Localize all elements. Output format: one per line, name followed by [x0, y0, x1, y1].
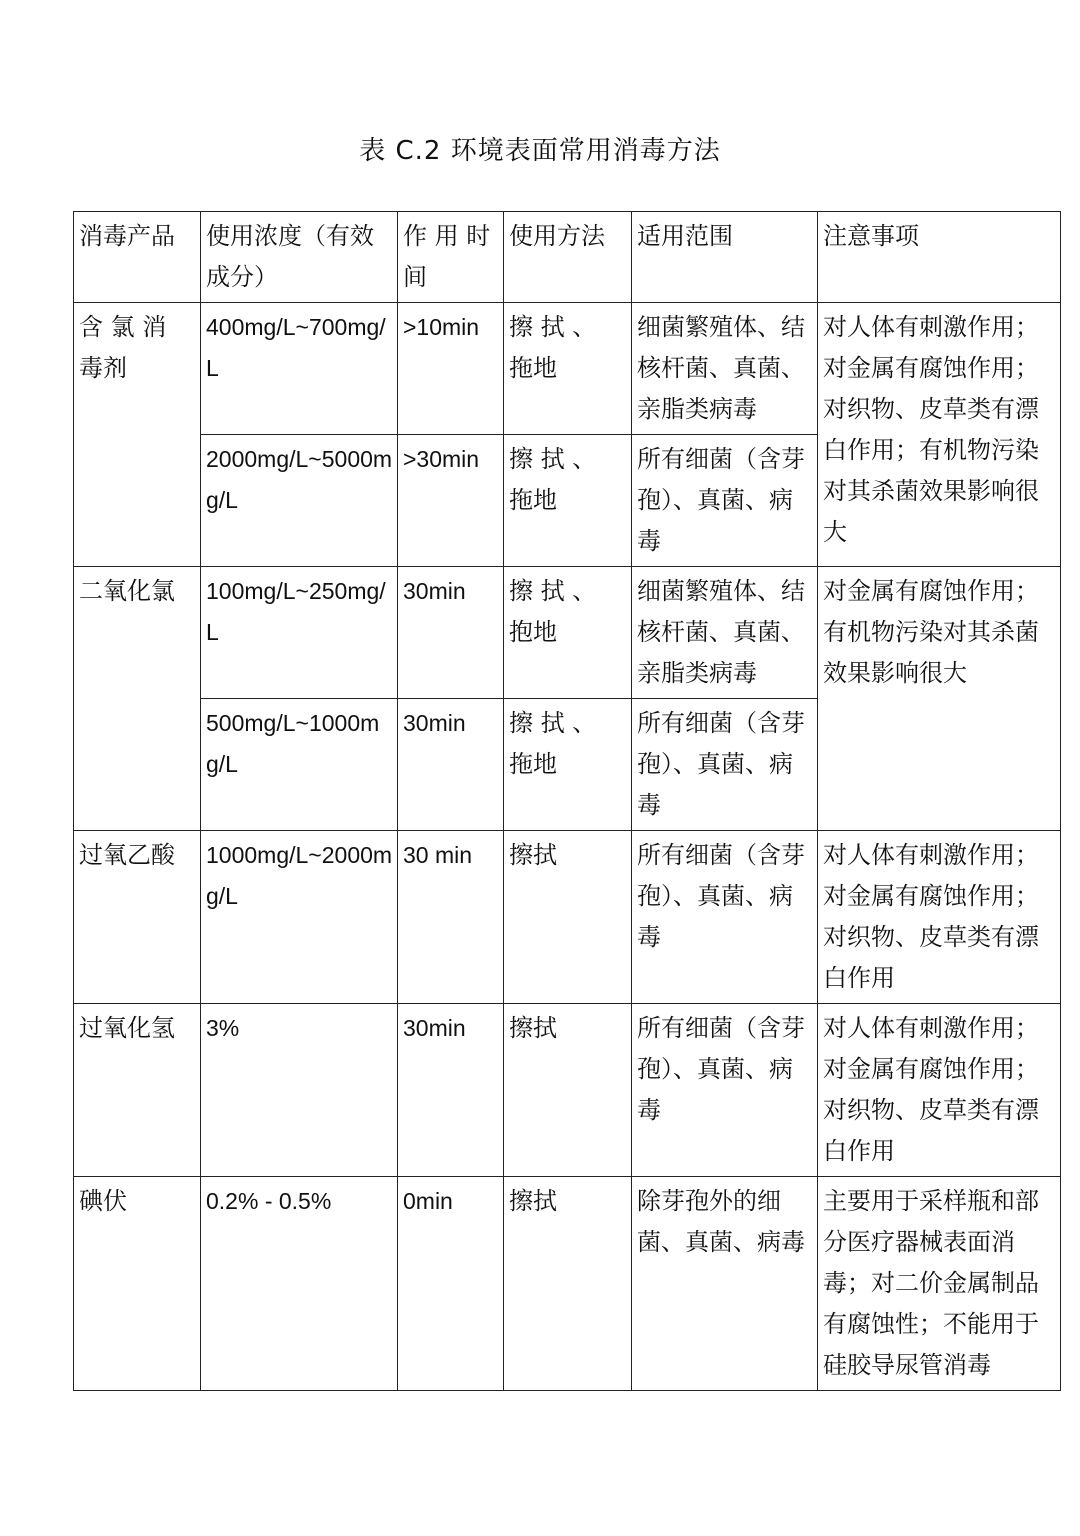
disinfection-methods-table — [73, 211, 1061, 1391]
page-title: 表 C.2 环境表面常用消毒方法 — [359, 136, 721, 166]
cell-concentration: 500mg/L~1000mg/L — [201, 699, 398, 831]
cell-product: 含 氯 消 毒剂 — [74, 303, 201, 567]
header-product: 消毒产品 — [74, 212, 201, 303]
cell-duration: >10min — [398, 303, 504, 435]
header-method: 使用方法 — [504, 212, 632, 303]
header-duration: 作 用 时 间 — [398, 212, 504, 303]
cell-duration: 30min — [398, 567, 504, 699]
cell-scope: 除芽孢外的细菌、真菌、病毒 — [632, 1177, 818, 1391]
cell-product: 过氧化氢 — [74, 1004, 201, 1177]
cell-method: 擦 拭 、 抱地 — [504, 567, 632, 699]
cell-concentration: 2000mg/L~5000mg/L — [201, 435, 398, 567]
cell-scope: 所有细菌（含芽孢）、真菌、病毒 — [632, 1004, 818, 1177]
cell-duration: 0min — [398, 1177, 504, 1391]
table-row — [74, 567, 1061, 699]
cell-scope: 细菌繁殖体、结核杆菌、真菌、亲脂类病毒 — [632, 567, 818, 699]
cell-product: 碘伏 — [74, 1177, 201, 1391]
cell-method: 擦 拭 、 拖地 — [504, 699, 632, 831]
cell-method: 擦拭 — [504, 1177, 632, 1391]
header-scope: 适用范围 — [632, 212, 818, 303]
cell-scope: 所有细菌（含芽孢）、真菌、病毒 — [632, 699, 818, 831]
cell-method: 擦 拭 、 拖地 — [504, 435, 632, 567]
cell-scope: 所有细菌（含芽孢）、真菌、病毒 — [632, 435, 818, 567]
cell-notes: 对人体有刺激作用；对金属有腐蚀作用；对织物、皮草类有漂白作用 — [818, 831, 1061, 1004]
cell-concentration: 0.2% - 0.5% — [201, 1177, 398, 1391]
cell-method: 擦拭 — [504, 831, 632, 1004]
cell-method: 擦 拭 、 拖地 — [504, 303, 632, 435]
cell-product: 过氧乙酸 — [74, 831, 201, 1004]
header-notes: 注意事项 — [818, 212, 1061, 303]
cell-method: 擦拭 — [504, 1004, 632, 1177]
cell-notes: 主要用于采样瓶和部分医疗器械表面消毒；对二价金属制品有腐蚀性；不能用于硅胶导尿管消毒 — [818, 1177, 1061, 1391]
table-row — [74, 1004, 1061, 1177]
cell-product: 二氧化氯 — [74, 567, 201, 831]
cell-duration: 30min — [398, 699, 504, 831]
header-concentration: 使用浓度（有效成分） — [201, 212, 398, 303]
table-row — [74, 1177, 1061, 1391]
cell-concentration: 1000mg/L~2000mg/L — [201, 831, 398, 1004]
cell-scope: 所有细菌（含芽孢）、真菌、病毒 — [632, 831, 818, 1004]
cell-duration: 30 min — [398, 831, 504, 1004]
table-header-row — [74, 212, 1061, 303]
table-row — [74, 831, 1061, 1004]
cell-duration: 30min — [398, 1004, 504, 1177]
cell-notes: 对人体有刺激作用；对金属有腐蚀作用；对织物、皮草类有漂白作用；有机物污染对其杀菌效果影响很大 — [818, 303, 1061, 567]
cell-notes: 对人体有刺激作用；对金属有腐蚀作用；对织物、皮草类有漂白作用 — [818, 1004, 1061, 1177]
cell-notes: 对金属有腐蚀作用；有机物污染对其杀菌效果影响很大 — [818, 567, 1061, 831]
cell-scope: 细菌繁殖体、结核杆菌、真菌、亲脂类病毒 — [632, 303, 818, 435]
table-row — [74, 303, 1061, 435]
cell-concentration: 100mg/L~250mg/L — [201, 567, 398, 699]
cell-concentration: 400mg/L~700mg/L — [201, 303, 398, 435]
cell-duration: >30min — [398, 435, 504, 567]
cell-concentration: 3% — [201, 1004, 398, 1177]
